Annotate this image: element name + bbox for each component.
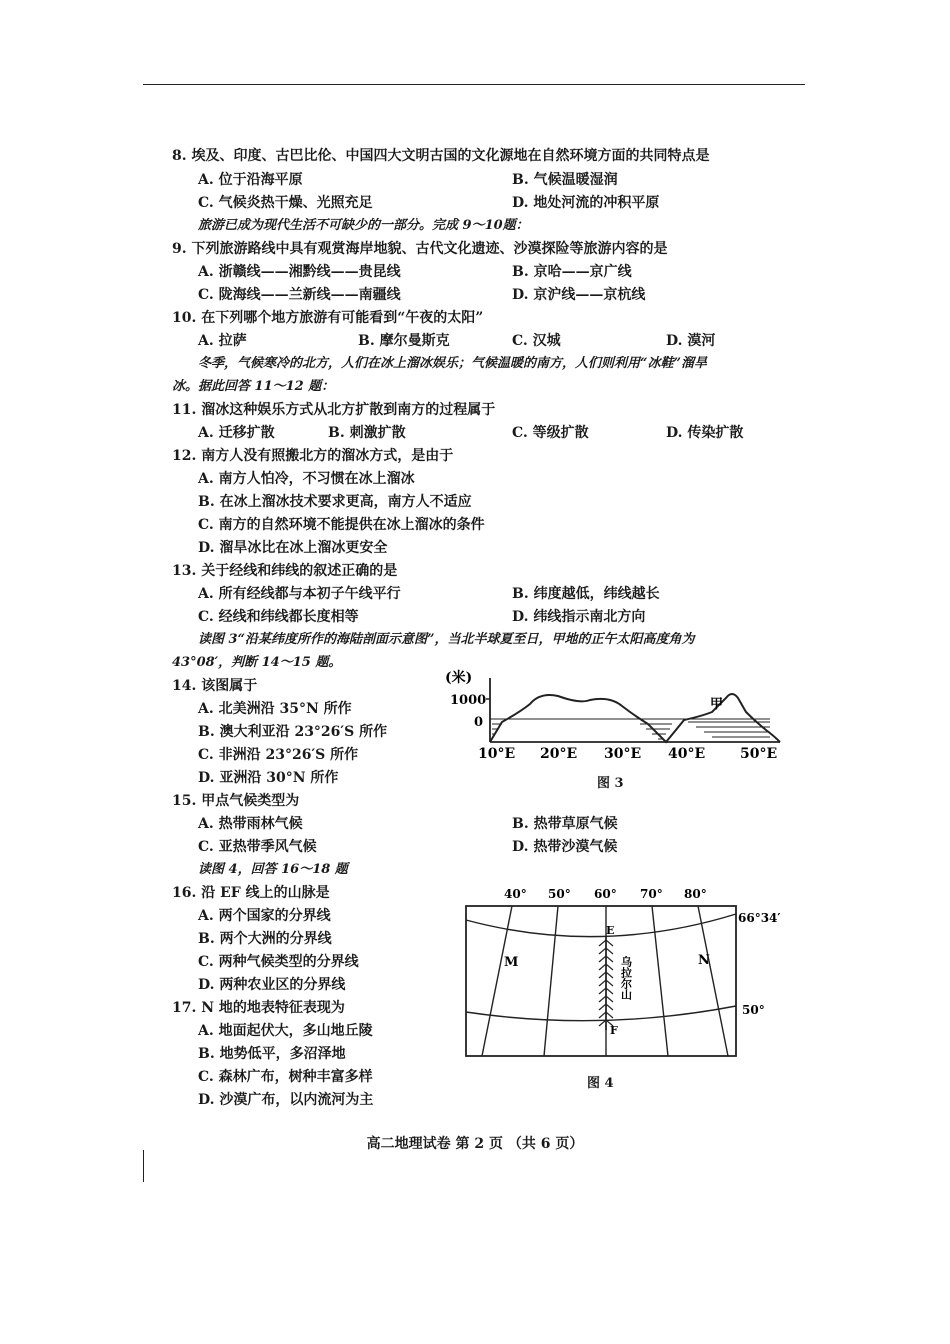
fig4-point-e: E bbox=[606, 924, 615, 937]
text-line: 11. 溜冰这种娱乐方式从北方扩散到南方的过程属于 bbox=[172, 402, 496, 418]
fig3-point-jia: 甲 bbox=[710, 697, 724, 712]
text-line: C. 森林广布，树种丰富多样 bbox=[198, 1069, 373, 1085]
text-line: B. 两个大洲的分界线 bbox=[198, 931, 332, 947]
fig3-x-label-50: 50°E bbox=[740, 746, 778, 762]
fig4-region-n: N bbox=[698, 953, 710, 968]
text-line: 冬季，气候寒冷的北方，人们在冰上溜冰娱乐；气候温暖的南方，人们则利用“冰鞋”溜旱 bbox=[198, 356, 707, 371]
fig4-lon-50: 50° bbox=[548, 887, 571, 901]
text-line: C. 亚热带季风气候 bbox=[198, 839, 317, 855]
text-line: A. 热带雨林气候 bbox=[198, 816, 303, 832]
fig3-x-label-20: 20°E bbox=[540, 746, 578, 762]
text-line: B. 纬度越低，纬线越长 bbox=[512, 586, 660, 602]
text-line: B. 京哈——京广线 bbox=[512, 264, 632, 280]
fig3-unit-label: (米) bbox=[445, 670, 473, 686]
fig4-meridian-80 bbox=[698, 906, 728, 1056]
figure-3-profile bbox=[440, 664, 790, 764]
fig4-meridian-70 bbox=[652, 906, 668, 1056]
text-line: A. 所有经线都与本初子午线平行 bbox=[198, 586, 401, 602]
text-line: 8. 埃及、印度、古巴比伦、中国四大文明古国的文化源地在自然环境方面的共同特点是 bbox=[172, 148, 710, 164]
fig4-lon-60: 60° bbox=[594, 887, 617, 901]
fig3-y-label-1000: 1000 bbox=[450, 693, 487, 708]
fig4-region-m: M bbox=[504, 955, 519, 970]
text-line: A. 两个国家的分界线 bbox=[198, 908, 331, 924]
text-line: B. 气候温暖湿润 bbox=[512, 172, 618, 188]
fig4-meridian-40 bbox=[482, 906, 512, 1056]
figure-3-caption: 图 3 bbox=[597, 776, 624, 791]
text-line: 15. 甲点气候类型为 bbox=[172, 793, 300, 809]
text-line: A. 拉萨 bbox=[198, 333, 247, 349]
fig3-x-label-40: 40°E bbox=[668, 746, 706, 762]
text-line: D. 传染扩散 bbox=[666, 425, 744, 441]
left-margin-line bbox=[143, 1150, 144, 1182]
text-line: 17. N 地的地表特征表现为 bbox=[172, 1000, 345, 1016]
text-line: A. 浙赣线——湘黔线——贵昆线 bbox=[198, 264, 401, 280]
text-line: B. 刺激扩散 bbox=[328, 425, 406, 441]
text-line: D. 漠河 bbox=[666, 333, 716, 349]
text-line: D. 纬线指示南北方向 bbox=[512, 609, 646, 625]
text-line: 16. 沿 EF 线上的山脉是 bbox=[172, 885, 330, 901]
fig3-x-label-30: 30°E bbox=[604, 746, 642, 762]
text-line: A. 南方人怕冷，不习惯在冰上溜冰 bbox=[198, 471, 415, 487]
page-footer: 高二地理试卷 第 2 页 （共 6 页） bbox=[366, 1136, 584, 1152]
fig3-y-label-0: 0 bbox=[474, 715, 484, 730]
text-line: C. 汉城 bbox=[512, 333, 561, 349]
fig4-lon-80: 80° bbox=[684, 887, 707, 901]
text-line: B. 澳大利亚沿 23°26′S 所作 bbox=[198, 724, 388, 740]
text-line: 读图 3“沿某纬度所作的海陆剖面示意图”，当北半球夏至日，甲地的正午太阳高度角为 bbox=[198, 632, 695, 647]
text-line: A. 迁移扩散 bbox=[198, 425, 275, 441]
text-line: C. 非洲沿 23°26′S 所作 bbox=[198, 747, 359, 763]
fig4-meridian-50 bbox=[544, 906, 558, 1056]
text-line: 读图 4，回答 16～18 题 bbox=[198, 862, 348, 877]
text-line: 9. 下列旅游路线中具有观赏海岸地貌、古代文化遗迹、沙漠探险等旅游内容的是 bbox=[172, 241, 668, 257]
fig4-lon-40: 40° bbox=[504, 887, 527, 901]
text-line: 旅游已成为现代生活不可缺少的一部分。完成 9～10题： bbox=[198, 218, 529, 233]
text-line: D. 京沪线——京杭线 bbox=[512, 287, 646, 303]
text-line: A. 位于沿海平原 bbox=[198, 172, 303, 188]
text-line: C. 南方的自然环境不能提供在冰上溜冰的条件 bbox=[198, 517, 485, 533]
figure-4-caption: 图 4 bbox=[587, 1076, 614, 1091]
text-line: A. 北美洲沿 35°N 所作 bbox=[198, 701, 352, 717]
text-line: B. 在冰上溜冰技术要求更高，南方人不适应 bbox=[198, 494, 472, 510]
text-line: C. 气候炎热干燥、光照充足 bbox=[198, 195, 373, 211]
text-line: 冰。据此回答 11～12 题： bbox=[172, 379, 335, 394]
fig4-mountain-label: 乌拉尔山 bbox=[619, 956, 633, 1000]
fig4-lat-66: 66°34′ bbox=[738, 911, 781, 925]
text-line: 12. 南方人没有照搬北方的溜冰方式，是由于 bbox=[172, 448, 454, 464]
text-line: D. 亚洲沿 30°N 所作 bbox=[198, 770, 339, 786]
text-line: C. 经线和纬线都长度相等 bbox=[198, 609, 359, 625]
text-line: C. 陇海线——兰新线——南疆线 bbox=[198, 287, 401, 303]
text-line: B. 摩尔曼斯克 bbox=[358, 333, 450, 349]
fig4-lat-50: 50° bbox=[742, 1003, 765, 1017]
text-line: 43°08′，判断 14～15 题。 bbox=[172, 655, 342, 670]
text-line: 13. 关于经线和纬线的叙述正确的是 bbox=[172, 563, 398, 579]
text-line: D. 热带沙漠气候 bbox=[512, 839, 618, 855]
text-line: A. 地面起伏大，多山地丘陵 bbox=[198, 1023, 373, 1039]
fig3-land-profile bbox=[490, 694, 780, 742]
text-line: C. 等级扩散 bbox=[512, 425, 589, 441]
top-rule bbox=[143, 84, 805, 85]
fig4-lon-70: 70° bbox=[640, 887, 663, 901]
text-line: B. 地势低平，多沼泽地 bbox=[198, 1046, 346, 1062]
text-line: 14. 该图属于 bbox=[172, 678, 258, 694]
figure-4-map bbox=[460, 884, 790, 1060]
text-line: D. 溜旱冰比在冰上溜冰更安全 bbox=[198, 540, 388, 556]
fig4-point-f: F bbox=[610, 1024, 618, 1037]
fig3-x-label-10: 10°E bbox=[478, 746, 516, 762]
text-line: D. 两种农业区的分界线 bbox=[198, 977, 346, 993]
text-line: B. 热带草原气候 bbox=[512, 816, 618, 832]
text-line: C. 两种气候类型的分界线 bbox=[198, 954, 359, 970]
text-line: 10. 在下列哪个地方旅游有可能看到“午夜的太阳” bbox=[172, 310, 484, 326]
text-line: D. 地处河流的冲积平原 bbox=[512, 195, 660, 211]
text-line: D. 沙漠广布，以内流河为主 bbox=[198, 1092, 374, 1108]
